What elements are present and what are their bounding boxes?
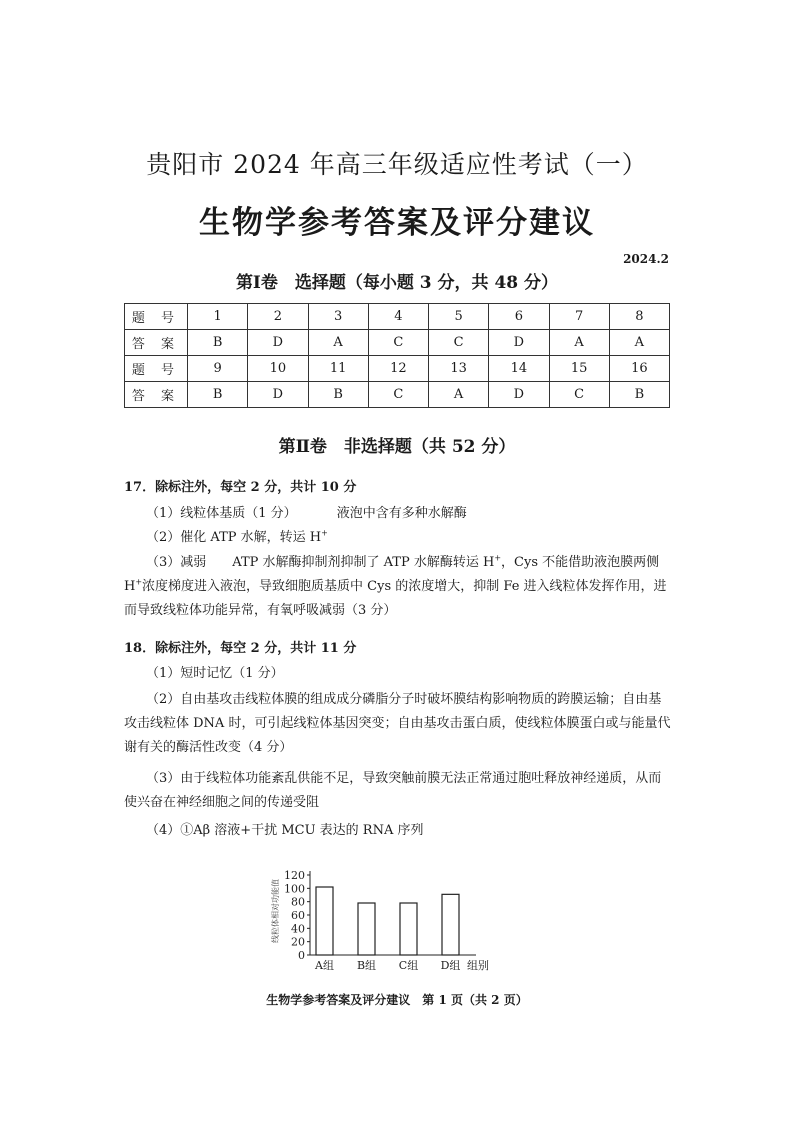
question-number: 3 [308,304,368,330]
section2-title: 第Ⅱ卷 非选择题（共 52 分） [278,437,516,457]
q17-answer-3a: （3）减弱 ATP 水解酶抑制剂抑制了 ATP 水解酶转运 H [146,555,495,570]
answer-cell: C [549,382,609,408]
q17-answer-1b: 液泡中含有多种水解酶 [336,506,467,521]
answer-table [124,303,670,408]
answer-cell: C [429,330,489,356]
superscript: + [494,553,502,563]
q17-heading: 17．除标注外，每空 2 分，共计 10 分 [124,480,357,495]
question-number: 8 [609,304,669,330]
answer-cell: D [489,382,549,408]
q17-answer-3d: 浓度梯度进入液泡，导致细胞质基质中 Cys 的浓度增大，抑制 Fe 进入线粒体发挥作用，进而导致线粒体功能异常，有氧呼吸减弱（3 分） [124,579,667,618]
bar [400,903,417,955]
table-row [125,382,670,408]
document-date: 2024.2 [623,252,669,266]
question-number: 2 [248,304,308,330]
page-footer: 生物学参考答案及评分建议 第 1 页（共 2 页） [266,993,528,1007]
question-number: 6 [489,304,549,330]
y-tick-label: 60 [291,909,305,922]
bar [442,894,459,955]
q17-answer-3b: ，Cys 不能借助液泡膜两侧 [501,555,660,570]
answer-cell: B [188,382,248,408]
answer-cell: A [308,330,368,356]
answer-cell: C [368,330,428,356]
section1-title: 第Ⅰ卷 选择题（每小题 3 分，共 48 分） [235,273,559,293]
question-number: 16 [609,356,669,382]
q17-answer-3 [124,551,672,623]
q17-answer-3c: H [124,579,136,594]
y-tick-label: 100 [284,882,305,896]
answer-cell: D [248,382,308,408]
question-number: 14 [489,356,549,382]
q18-answer-1: （1）短时记忆（1 分） [146,666,284,681]
row-label: 题 号 [125,356,188,382]
y-tick-label: 80 [291,895,305,909]
answer-cell: A [549,330,609,356]
question-number: 13 [429,356,489,382]
y-tick-label: 20 [291,935,305,949]
y-tick-label: 40 [291,922,305,936]
answer-cell: A [609,330,669,356]
question-number: 11 [308,356,368,382]
exam-title: 贵阳市 2024 年高三年级适应性考试（一） [146,150,648,179]
answer-cell: C [368,382,428,408]
superscript: + [321,528,328,538]
q17-answer-1a: （1）线粒体基质（1 分） [146,506,297,521]
q18-answer-3: （3）由于线粒体功能紊乱供能不足，导致突触前膜无法正常通过胞吐释放神经递质，从而使兴奋在神经细胞之间的传递受阻 [124,771,662,810]
bar [358,903,375,955]
bar [316,887,333,955]
answer-cell: B [609,382,669,408]
q18-answer-4: （4）①Aβ 溶液+干扰 MCU 表达的 RNA 序列 [146,823,424,838]
question-number: 12 [368,356,428,382]
question-number: 7 [549,304,609,330]
y-tick-label: 0 [298,949,305,962]
question-number: 4 [368,304,428,330]
x-tick-label: A组 [315,959,334,972]
y-axis-label: 线粒体相对功能值 [271,879,280,943]
question-number: 15 [549,356,609,382]
question-number: 1 [188,304,248,330]
q18-answer-2: （2）自由基攻击线粒体膜的组成成分磷脂分子时破坏膜结构影响物质的跨膜运输；自由基攻击线粒体 DNA 时，可引起线粒体基因突变；自由基攻击蛋白质，使线粒体膜蛋白或与能量代谢有关的酶活性改变（4 分） [124,692,671,755]
q17-answer-2-text: （2）催化 ATP 水解，转运 H [146,530,322,545]
answer-cell: D [248,330,308,356]
row-label: 答 案 [125,382,188,408]
mitochondria-bar-chart [268,845,508,975]
question-number: 5 [429,304,489,330]
answer-cell: A [429,382,489,408]
table-row [125,356,670,382]
q17-answer-2 [124,526,672,550]
q18-heading: 18．除标注外，每空 2 分，共计 11 分 [124,641,357,656]
question-number: 9 [188,356,248,382]
row-label: 题 号 [125,304,188,330]
answer-cell: D [489,330,549,356]
q17-answer-1 [124,502,672,526]
y-tick-label: 120 [284,869,305,882]
answer-cell: B [308,382,368,408]
table-row [125,304,670,330]
table-row [125,330,670,356]
question-number: 10 [248,356,308,382]
answer-cell: B [188,330,248,356]
superscript: + [135,577,143,587]
document-subtitle: 生物学参考答案及评分建议 [199,205,595,241]
row-label: 答 案 [125,330,188,356]
x-axis-label: 组别 [467,959,489,972]
x-tick-label: C组 [398,959,419,972]
x-tick-label: B组 [356,959,377,972]
x-tick-label: D组 [440,959,461,972]
